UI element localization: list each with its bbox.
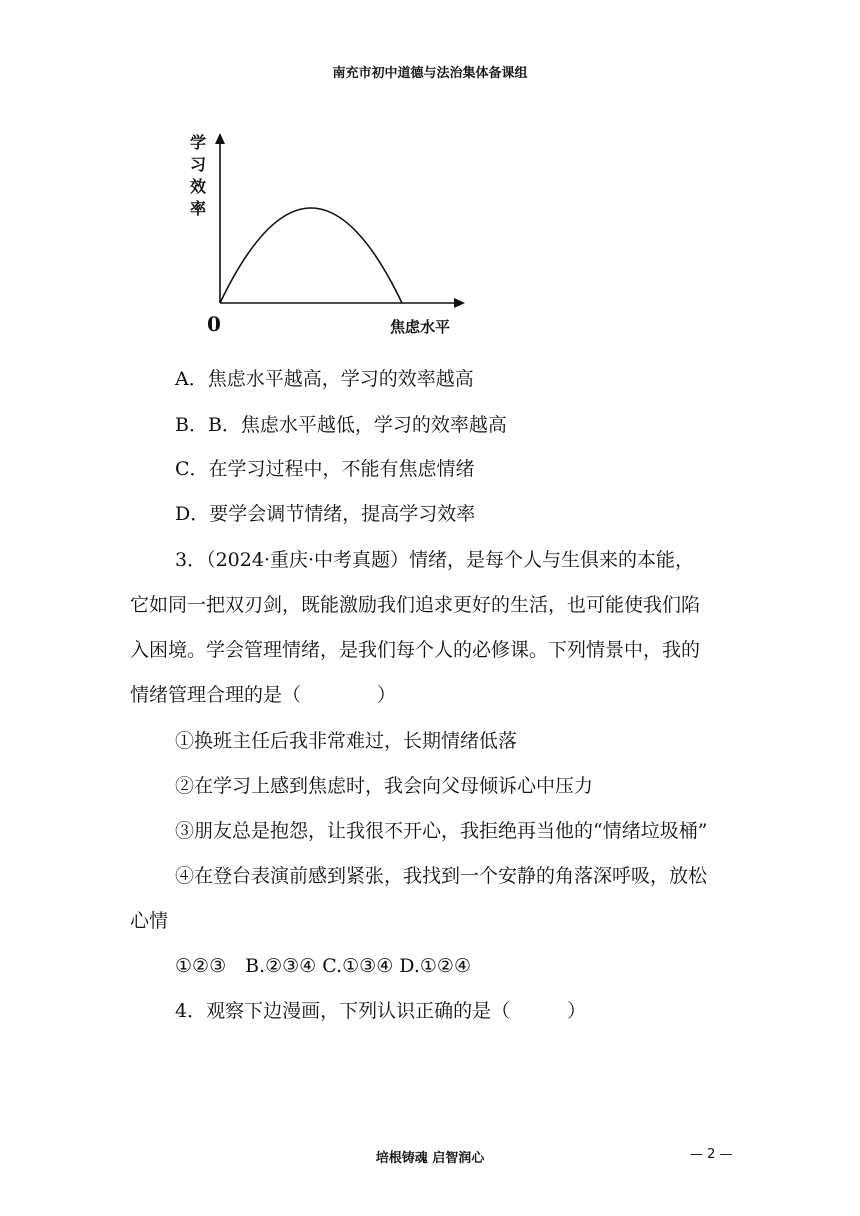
question3-item1: ①换班主任后我非常难过，长期情绪低落	[175, 730, 518, 752]
y-axis-arrow	[215, 133, 225, 144]
page-header: 南充市初中道德与法治集体备课组	[332, 66, 528, 81]
page-number: — 2 —	[690, 1147, 733, 1162]
option-c: C．在学习过程中，不能有焦虑情绪	[175, 458, 475, 480]
footer-motto: 培根铸魂 启智润心	[375, 1151, 485, 1166]
chart-origin-label: 0	[207, 312, 221, 336]
question3-choices: ①②③ B.②③④ C.①③④ D.①②④	[175, 955, 471, 977]
question3-item3: ③朋友总是抱怨，让我很不开心，我拒绝再当他的“情绪垃圾桶”	[175, 820, 708, 842]
question3-stem-line2: 它如同一把双刃剑，既能激励我们追求更好的生活，也可能使我们陷	[130, 594, 701, 616]
x-axis-arrow	[454, 298, 465, 308]
efficiency-anxiety-chart	[185, 128, 485, 338]
question3-stem-line3: 入困境。学会管理情绪，是我们每个人的必修课。下列情景中，我的	[130, 639, 701, 661]
option-a: A．焦虑水平越高，学习的效率越高	[175, 368, 474, 390]
question3-stem-line1: 3．（2024·重庆·中考真题）情绪，是每个人与生俱来的本能，	[175, 549, 695, 571]
question3-item2: ②在学习上感到焦虑时，我会向父母倾诉心中压力	[175, 775, 594, 797]
option-b: B．B．焦虑水平越低，学习的效率越高	[175, 414, 507, 436]
inverted-u-curve	[220, 208, 402, 303]
question4-stem: 4．观察下边漫画，下列认识正确的是（ ）	[175, 1000, 587, 1022]
question3-item4-cont: 心情	[130, 910, 169, 932]
option-d: D．要学会调节情绪，提高学习效率	[175, 503, 476, 525]
chart-y-label: 学习效率	[190, 133, 207, 218]
question3-stem-line4: 情绪管理合理的是（ ）	[130, 684, 397, 706]
question3-item4: ④在登台表演前感到紧张，我找到一个安静的角落深呼吸，放松	[175, 865, 708, 887]
chart-x-label: 焦虑水平	[390, 318, 451, 336]
